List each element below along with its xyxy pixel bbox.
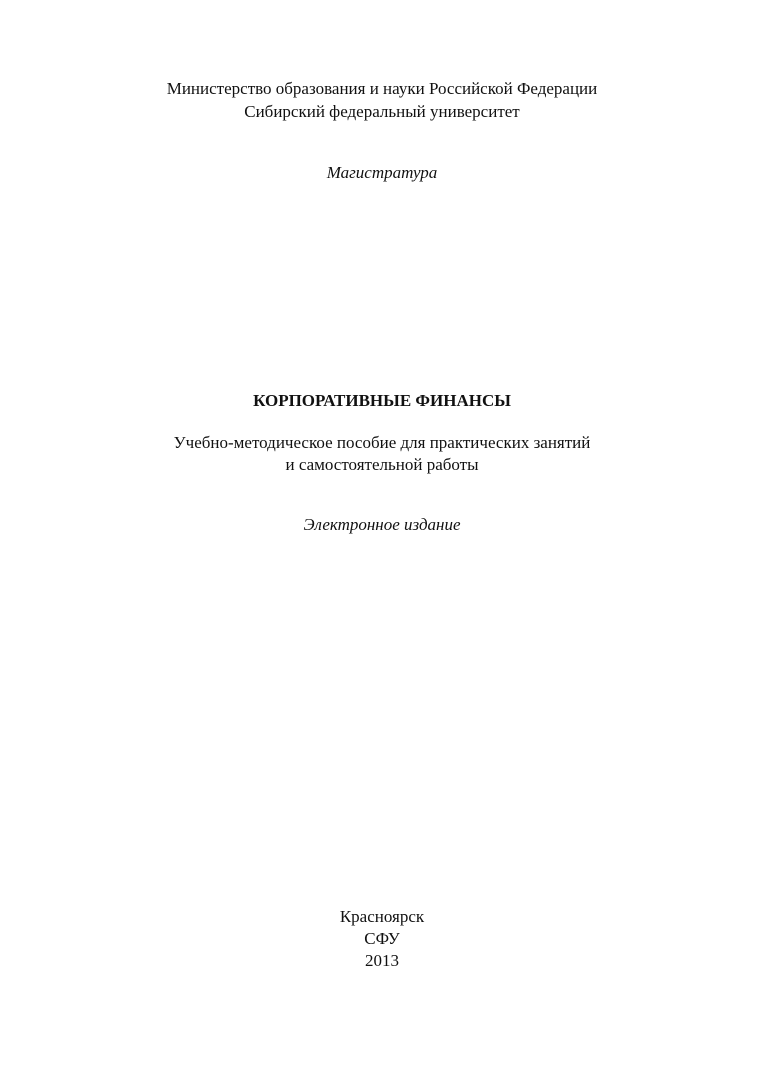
ministry-line: Министерство образования и науки Российской Федерации [166, 79, 598, 98]
edition-line: Электронное издание [303, 515, 461, 534]
subtitle-line-1: Учебно-методическое пособие для практических занятий [173, 433, 591, 452]
imprint-year: 2013 [365, 951, 399, 970]
imprint-publisher: СФУ [364, 929, 400, 948]
subtitle-line-2: и самостоятельной работы [285, 455, 479, 474]
program-line: Магистратура [326, 163, 438, 182]
imprint-city: Красноярск [339, 907, 425, 926]
university-line: Сибирский федеральный университет [244, 102, 520, 121]
document-title: КОРПОРАТИВНЫЕ ФИНАНСЫ [253, 391, 511, 410]
